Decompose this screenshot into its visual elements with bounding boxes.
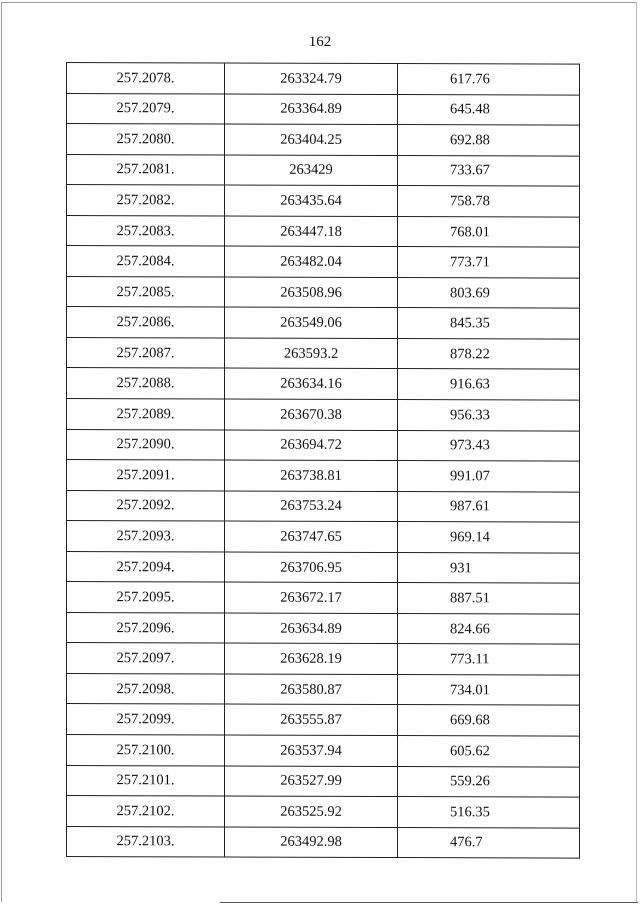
point-number-cell: 257.2101.: [67, 765, 225, 796]
point-number-cell: 257.2083.: [67, 215, 225, 246]
point-number-cell: 257.2096.: [67, 612, 225, 643]
table-row: [67, 521, 580, 553]
table-row: [67, 399, 580, 431]
x-coordinate-cell: 263670.38: [225, 399, 398, 430]
coordinates-table-body: [67, 63, 580, 859]
x-coordinate-cell: 263482.04: [225, 246, 398, 277]
x-coordinate-cell: 263324.79: [225, 63, 398, 94]
x-coordinate-cell: 263634.16: [225, 368, 398, 399]
point-number-cell: 257.2084.: [67, 246, 225, 277]
point-number-cell: 257.2100.: [67, 735, 225, 766]
point-number-cell: 257.2087.: [67, 337, 225, 368]
y-coordinate-cell: 803.69: [398, 277, 580, 308]
y-coordinate-cell: 773.71: [398, 247, 580, 278]
y-coordinate-cell: 916.63: [398, 369, 580, 400]
y-coordinate-cell: 973.43: [398, 430, 580, 461]
table-row: [67, 276, 580, 308]
table-row: [67, 582, 580, 614]
x-coordinate-cell: 263492.98: [225, 827, 398, 858]
x-coordinate-cell: 263580.87: [225, 674, 398, 705]
bottom-edge-line: [220, 902, 638, 903]
table-row: [67, 246, 580, 278]
x-coordinate-cell: 263525.92: [225, 796, 398, 827]
table-row: [67, 307, 580, 339]
x-coordinate-cell: 263672.17: [225, 582, 398, 613]
y-coordinate-cell: 476.7: [398, 827, 580, 858]
point-number-cell: 257.2079.: [67, 93, 225, 124]
y-coordinate-cell: 991.07: [398, 461, 580, 492]
point-number-cell: 257.2090.: [67, 429, 225, 460]
table-row: [67, 826, 580, 858]
table-row: [67, 735, 580, 767]
page-number: 162: [308, 34, 332, 50]
point-number-cell: 257.2080.: [67, 124, 225, 155]
x-coordinate-cell: 263549.06: [225, 307, 398, 338]
y-coordinate-cell: 559.26: [398, 766, 580, 797]
y-coordinate-cell: 878.22: [398, 338, 580, 369]
point-number-cell: 257.2085.: [67, 276, 225, 307]
y-coordinate-cell: 617.76: [398, 64, 580, 95]
table-row: [67, 551, 580, 583]
point-number-cell: 257.2092.: [67, 490, 225, 521]
x-coordinate-cell: 263694.72: [225, 430, 398, 461]
table-row: [67, 124, 580, 156]
y-coordinate-cell: 669.68: [398, 705, 580, 736]
y-coordinate-cell: 845.35: [398, 308, 580, 339]
point-number-cell: 257.2102.: [67, 796, 225, 827]
table-row: [67, 612, 580, 644]
point-number-cell: 257.2081.: [67, 154, 225, 185]
table-row: [67, 460, 580, 492]
y-coordinate-cell: 758.78: [398, 186, 580, 217]
x-coordinate-cell: 263404.25: [225, 124, 398, 155]
point-number-cell: 257.2091.: [67, 460, 225, 491]
point-number-cell: 257.2103.: [67, 826, 225, 857]
point-number-cell: 257.2094.: [67, 551, 225, 582]
x-coordinate-cell: 263706.95: [225, 552, 398, 583]
x-coordinate-cell: 263628.19: [225, 643, 398, 674]
x-coordinate-cell: 263634.89: [225, 613, 398, 644]
x-coordinate-cell: 263555.87: [225, 704, 398, 735]
table-row: [67, 643, 580, 675]
y-coordinate-cell: 516.35: [398, 797, 580, 828]
y-coordinate-cell: 733.67: [398, 155, 580, 186]
point-number-cell: 257.2093.: [67, 521, 225, 552]
point-number-cell: 257.2098.: [67, 673, 225, 704]
x-coordinate-cell: 263753.24: [225, 491, 398, 522]
x-coordinate-cell: 263447.18: [225, 216, 398, 247]
table-row: [67, 337, 580, 369]
x-coordinate-cell: 263537.94: [225, 735, 398, 766]
y-coordinate-cell: 692.88: [398, 125, 580, 156]
point-number-cell: 257.2089.: [67, 399, 225, 430]
x-coordinate-cell: 263508.96: [225, 277, 398, 308]
table-row: [67, 673, 580, 705]
table-row: [67, 796, 580, 828]
y-coordinate-cell: 956.33: [398, 400, 580, 431]
point-number-cell: 257.2097.: [67, 643, 225, 674]
x-coordinate-cell: 263738.81: [225, 460, 398, 491]
x-coordinate-cell: 263435.64: [225, 185, 398, 216]
point-number-cell: 257.2082.: [67, 185, 225, 216]
table-row: [67, 368, 580, 400]
x-coordinate-cell: 263429: [225, 155, 398, 186]
y-coordinate-cell: 645.48: [398, 94, 580, 125]
y-coordinate-cell: 969.14: [398, 522, 580, 553]
table-row: [67, 704, 580, 736]
table-row: [67, 154, 580, 186]
y-coordinate-cell: 605.62: [398, 736, 580, 767]
y-coordinate-cell: 987.61: [398, 491, 580, 522]
table-row: [67, 490, 580, 522]
point-number-cell: 257.2088.: [67, 368, 225, 399]
table-row: [67, 765, 580, 797]
x-coordinate-cell: 263747.65: [225, 521, 398, 552]
table-row: [67, 63, 580, 95]
y-coordinate-cell: 773.11: [398, 644, 580, 675]
table-row: [67, 429, 580, 461]
y-coordinate-cell: 734.01: [398, 674, 580, 705]
point-number-cell: 257.2086.: [67, 307, 225, 338]
y-coordinate-cell: 768.01: [398, 216, 580, 247]
x-coordinate-cell: 263364.89: [225, 94, 398, 125]
coordinates-table: [66, 62, 580, 859]
point-number-cell: 257.2095.: [67, 582, 225, 613]
y-coordinate-cell: 931: [398, 552, 580, 583]
x-coordinate-cell: 263527.99: [225, 766, 398, 797]
y-coordinate-cell: 824.66: [398, 613, 580, 644]
table-row: [67, 215, 580, 247]
table-row: [67, 185, 580, 217]
table-row: [67, 93, 580, 125]
point-number-cell: 257.2099.: [67, 704, 225, 735]
x-coordinate-cell: 263593.2: [225, 338, 398, 369]
point-number-cell: 257.2078.: [67, 63, 225, 94]
y-coordinate-cell: 887.51: [398, 583, 580, 614]
